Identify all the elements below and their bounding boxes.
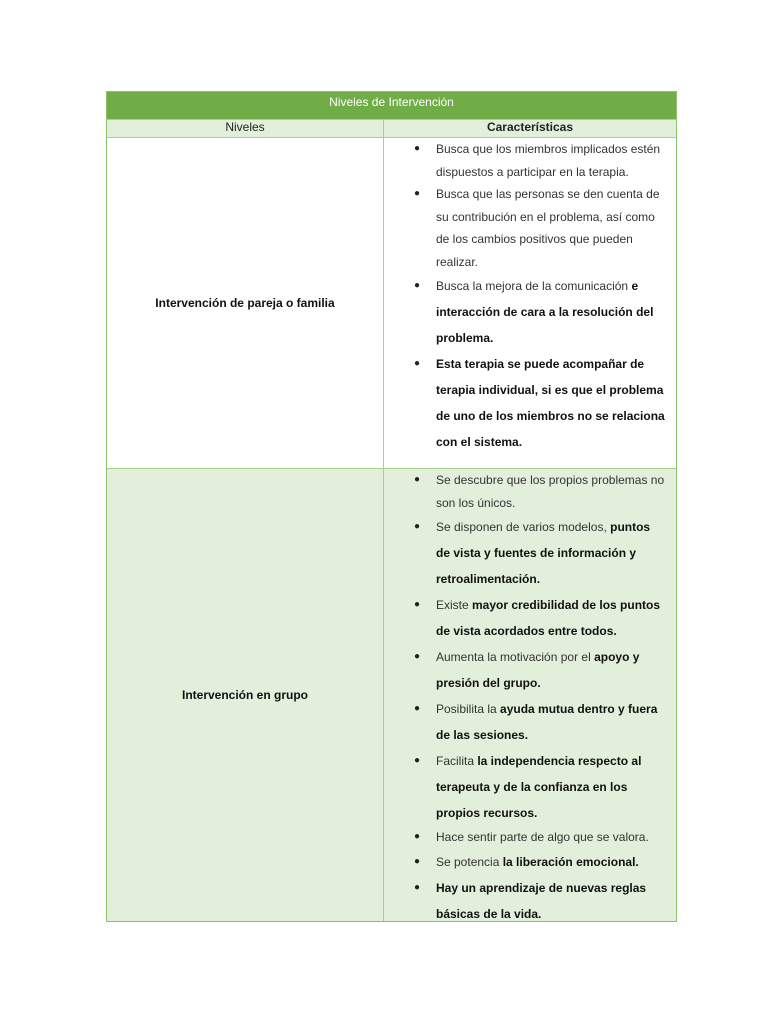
- table-row-pareja-familia: [107, 137, 676, 468]
- list-item: [384, 875, 666, 922]
- bullet-icon: ●: [414, 143, 421, 154]
- bullet-icon: ●: [414, 280, 421, 291]
- text: Existe: [436, 598, 473, 612]
- bullet-icon: ●: [414, 881, 421, 893]
- list-item: [384, 351, 666, 455]
- list-item: [384, 644, 666, 696]
- bullet-icon: ●: [414, 521, 421, 532]
- bold-text: la liberación emocional.: [502, 854, 639, 869]
- bold-text: Esta terapia se puede acompañar de terapia individual, si es que el problema de uno de los miembros no se relaciona con el sistema.: [436, 357, 665, 449]
- text: Se potencia: [436, 854, 503, 869]
- bold-text: mayor credibilidad de los puntos de vista acordados entre todos.: [436, 598, 661, 638]
- bullet-icon: ●: [414, 358, 421, 369]
- bullet-icon: ●: [414, 755, 421, 766]
- list-item: [384, 514, 666, 592]
- text: Busca que las personas se den cuenta de su contribución en el problema, así como de los cambios positivos que pueden realizar.: [436, 187, 660, 269]
- bold-text: ayuda mutua dentro y fuera de las sesiones.: [436, 702, 658, 742]
- text: Se disponen de varios modelos,: [436, 520, 611, 534]
- bullet-icon: ●: [414, 703, 421, 714]
- bullet-icon: ●: [414, 651, 421, 662]
- row-label: Intervención en grupo: [107, 469, 384, 921]
- bullet-icon: ●: [414, 831, 421, 842]
- list-item: [384, 469, 666, 514]
- characteristics-list: [384, 469, 676, 921]
- text: Busca la mejora de la comunicación: [436, 279, 632, 293]
- list-item: [384, 696, 666, 748]
- table-header-row: [107, 119, 676, 137]
- list-item: [384, 273, 666, 351]
- bullet-icon: ●: [414, 855, 421, 867]
- list-item: [384, 138, 666, 183]
- text: Facilita: [436, 754, 478, 768]
- list-item: [384, 748, 666, 826]
- row-label: Intervención de pareja o familia: [107, 138, 384, 468]
- list-item: [384, 849, 666, 875]
- bold-text: apoyo y presión del grupo.: [436, 650, 640, 690]
- bullet-icon: ●: [414, 474, 421, 485]
- table-title: Niveles de Intervención: [107, 92, 676, 119]
- bold-text: puntos de vista y fuentes de información y retroalimentación.: [436, 520, 651, 586]
- bullet-icon: ●: [414, 188, 421, 199]
- bullet-icon: ●: [414, 599, 421, 610]
- header-caracteristicas: Características: [486, 120, 574, 134]
- text: Se descubre que los propios problemas no son los únicos.: [436, 473, 665, 510]
- list-item: [384, 826, 666, 849]
- text: Posibilita la: [436, 702, 501, 716]
- list-item: [384, 592, 666, 644]
- text: Aumenta la motivación por el: [436, 650, 595, 664]
- bold-text: la independencia respecto al terapeuta y de la confianza en los propios recursos.: [436, 754, 642, 820]
- text: Busca que los miembros implicados estén dispuestos a participar en la terapia.: [436, 142, 661, 179]
- intervention-levels-table: [106, 91, 677, 922]
- header-niveles: Niveles: [107, 120, 384, 137]
- bold-text: e interacción de cara a la resolución del problema.: [436, 279, 654, 345]
- table-row-grupo: [107, 468, 676, 921]
- characteristics-list: [384, 138, 676, 468]
- list-item: [384, 183, 666, 273]
- bold-text: Hay un aprendizaje de nuevas reglas básicas de la vida.: [436, 880, 647, 921]
- text: Hace sentir parte de algo que se valora.: [436, 830, 649, 844]
